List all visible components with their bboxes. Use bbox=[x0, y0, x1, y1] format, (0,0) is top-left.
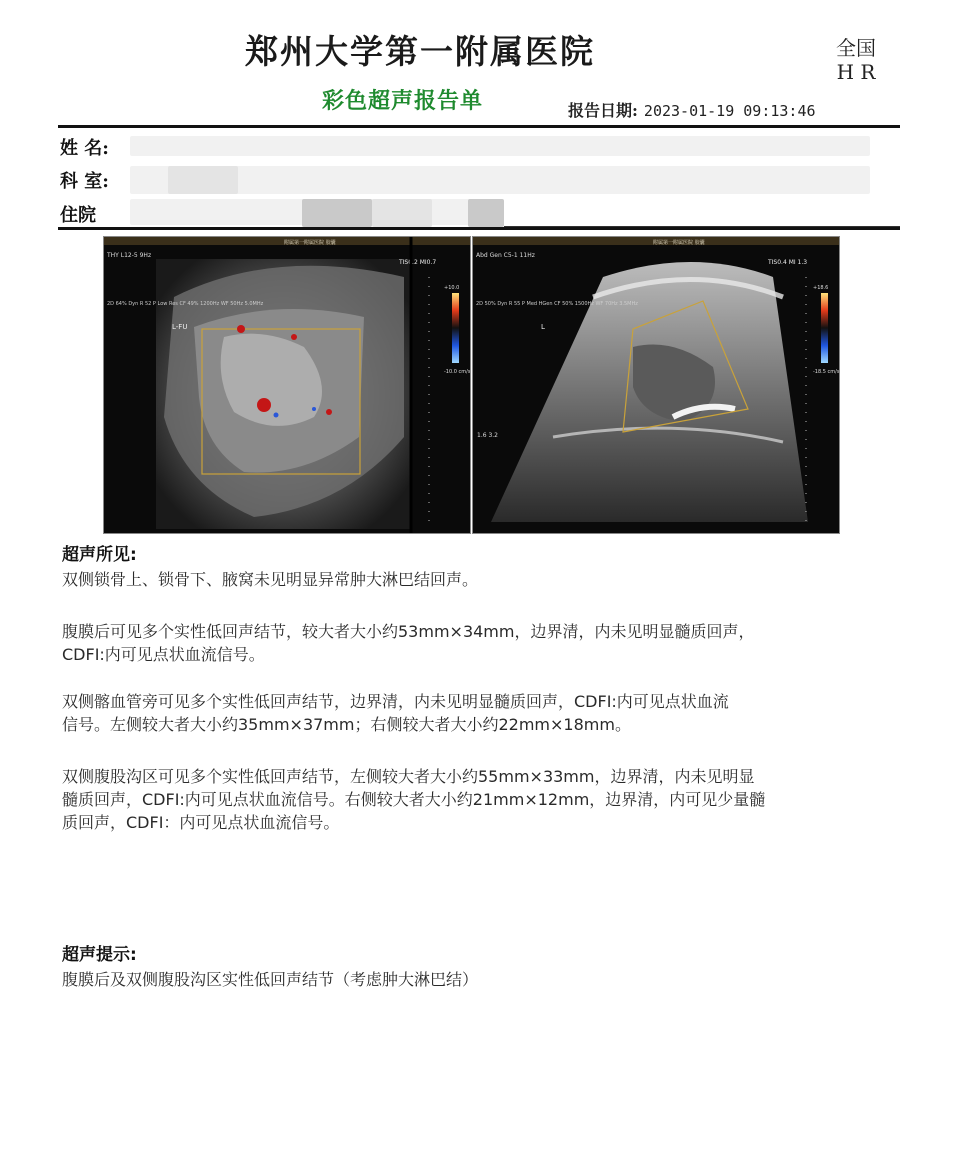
redacted-inpatient-block-2 bbox=[372, 199, 432, 227]
image-2-scale-bottom: -18.5 cm/s bbox=[813, 369, 839, 375]
image-1-scale-top: +10.0 bbox=[444, 285, 460, 291]
image-2-settings: 2D 50% Dyn R 55 P Med HGen CF 50% 1500Hz WF 70Hz 3.5MHz bbox=[476, 301, 638, 307]
image-2-foot: 1.6 3.2 bbox=[477, 432, 498, 439]
name-label: 姓 名: bbox=[60, 138, 109, 159]
image-1-params: TIS0.2 MI0.7 bbox=[399, 259, 437, 266]
corner-line-2: H R bbox=[836, 60, 876, 84]
image-1-probe: THY L12-5 9Hz bbox=[107, 252, 152, 259]
image-1-top-text: 附属第一附属医院 胶囊 bbox=[284, 240, 336, 246]
corner-line-1: 全国 bbox=[836, 36, 876, 60]
redacted-dept-block bbox=[168, 166, 238, 194]
report-date-label: 报告日期: bbox=[568, 101, 638, 120]
impression-text: 腹膜后及双侧腹股沟区实性低回声结节（考虑肿大淋巴结） bbox=[62, 970, 479, 989]
ultrasound-image-1 bbox=[103, 236, 471, 534]
ultrasound-image-2 bbox=[472, 236, 840, 534]
report-date bbox=[568, 98, 816, 121]
findings-title: 超声所见: bbox=[62, 545, 137, 565]
finding-paragraph-4: 双侧腹股沟区可见多个实性低回声结节，左侧较大者大小约55mm×33mm，边界清，内未见明显 髓质回声，CDFI:内可见点状血流信号。右侧较大者大小约21mm×12mm，边界清，内可见少量髓 质回声，CDFI：内可见点状血流信号。 bbox=[62, 767, 766, 832]
report-date-value: 2023-01-19 09:13:46 bbox=[643, 102, 816, 120]
dept-label: 科 室: bbox=[60, 171, 109, 192]
ultrasound-scan-1 bbox=[104, 237, 470, 533]
redacted-inpatient-block-3 bbox=[468, 199, 504, 227]
impression-title: 超声提示: bbox=[62, 945, 137, 965]
image-2-params: TIS0.4 MI 1.3 bbox=[768, 259, 808, 266]
report-title: 彩色超声报告单 bbox=[322, 88, 484, 114]
ultrasound-scan-2 bbox=[473, 237, 839, 533]
second-rule bbox=[58, 227, 900, 230]
finding-paragraph-1: 双侧锁骨上、锁骨下、腋窝未见明显异常肿大淋巴结回声。 bbox=[62, 570, 479, 589]
image-2-region: L bbox=[541, 323, 545, 331]
image-2-probe: Abd Gen C5-1 11Hz bbox=[476, 252, 535, 259]
top-rule bbox=[58, 125, 900, 128]
finding-paragraph-3: 双侧髂血管旁可见多个实性低回声结节，边界清，内未见明显髓质回声，CDFI:内可见点状血流 信号。左侧较大者大小约35mm×37mm；右侧较大者大小约22mm×18mm。 bbox=[62, 692, 729, 734]
image-1-settings: 2D 64% Dyn R 52 P Low Res CF 49% 1200Hz WF 50Hz 5.0MHz bbox=[107, 301, 264, 307]
image-1-region: L-FU bbox=[172, 323, 188, 331]
redacted-dept bbox=[130, 166, 870, 194]
image-2-scale-top: +18.6 bbox=[813, 285, 829, 291]
image-2-top-text: 附属第一附属医院 胶囊 bbox=[653, 240, 705, 246]
redacted-inpatient-block-1 bbox=[302, 199, 372, 227]
inpatient-label: 住院 bbox=[60, 205, 96, 226]
redacted-name bbox=[130, 136, 870, 156]
corner-mark bbox=[836, 36, 876, 84]
hospital-name: 郑州大学第一附属医院 bbox=[245, 32, 595, 71]
image-1-scale-bottom: -10.0 cm/s bbox=[444, 369, 470, 375]
finding-paragraph-2: 腹膜后可见多个实性低回声结节，较大者大小约53mm×34mm，边界清，内未见明显髓质回声， CDFI:内可见点状血流信号。 bbox=[62, 622, 755, 664]
